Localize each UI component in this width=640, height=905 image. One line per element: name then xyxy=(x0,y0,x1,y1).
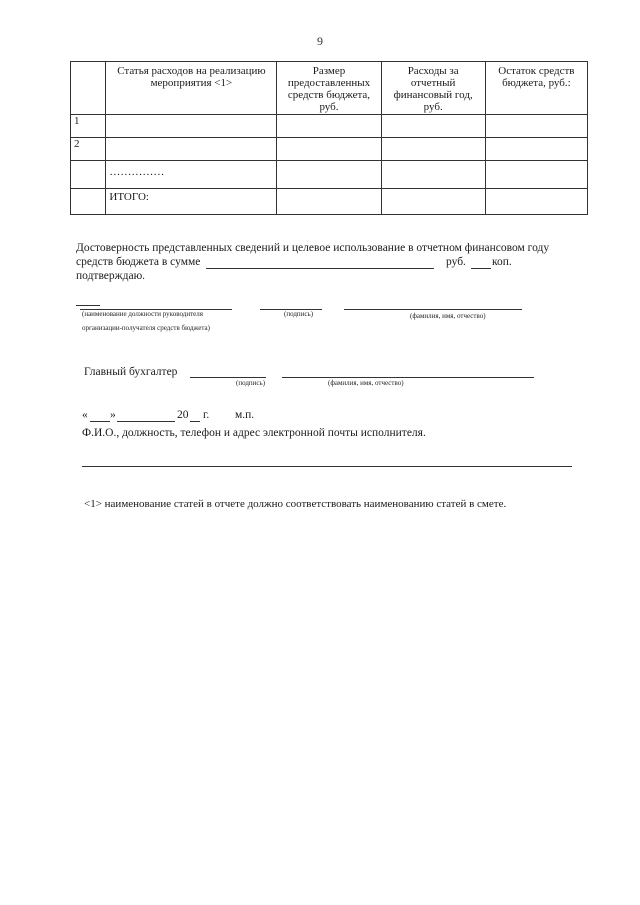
executor-label: Ф.И.О., должность, телефон и адрес электронной почты исполнителя. xyxy=(82,427,426,439)
table-header-row xyxy=(71,62,588,115)
row-remaining xyxy=(485,138,587,161)
row-article: …………… xyxy=(106,161,277,189)
header-expenses-year: Расходы за отчетный финансовый год, руб. xyxy=(381,62,485,115)
date-day-line xyxy=(90,421,110,422)
position-line-short xyxy=(76,305,100,306)
row-number: 1 xyxy=(71,115,106,138)
accountant-name-line xyxy=(282,377,534,378)
table-row xyxy=(71,161,588,189)
expense-report-table xyxy=(70,61,588,215)
date-month-line xyxy=(117,421,175,422)
date-year-prefix: 20 xyxy=(177,409,189,421)
date-year-line xyxy=(190,421,200,422)
footnote: <1> наименование статей в отчете должно соответствовать наименованию статей в смете. xyxy=(84,498,507,510)
row-expenses xyxy=(381,138,485,161)
header-number xyxy=(71,62,106,115)
row-number xyxy=(71,189,106,215)
amount-rub-line xyxy=(206,268,434,269)
confirmation-line-2-prefix: средств бюджета в сумме xyxy=(76,256,201,268)
row-number xyxy=(71,161,106,189)
accountant-signature-caption: (подпись) xyxy=(236,379,266,387)
row-remaining xyxy=(485,115,587,138)
row-funds-provided xyxy=(277,189,381,215)
table-row-total xyxy=(71,189,588,215)
amount-kop-line xyxy=(471,268,491,269)
row-remaining xyxy=(485,189,587,215)
table-row xyxy=(71,138,588,161)
seal-label: м.п. xyxy=(235,409,255,421)
row-number: 2 xyxy=(71,138,106,161)
row-funds-provided xyxy=(277,138,381,161)
header-funds-provided: Размер предоставленных средств бюджета, руб. xyxy=(277,62,381,115)
header-expense-article: Статья расходов на реализацию мероприятия <1> xyxy=(106,62,277,115)
rub-label: руб. xyxy=(446,256,466,268)
confirmation-line-1: Достоверность представленных сведений и целевое использование в отчетном финансовом году xyxy=(76,242,550,254)
date-close-quote: » xyxy=(110,409,116,421)
accountant-name-caption: (фамилия, имя, отчество) xyxy=(328,379,404,387)
kop-label: коп. xyxy=(492,256,512,268)
date-year-suffix: г. xyxy=(203,409,210,421)
row-funds-provided xyxy=(277,115,381,138)
head-name-line xyxy=(344,309,522,310)
header-funds-remaining: Остаток средств бюджета, руб.: xyxy=(485,62,587,115)
executor-line xyxy=(82,466,572,467)
row-total-label: ИТОГО: xyxy=(106,189,277,215)
chief-accountant-label: Главный бухгалтер xyxy=(84,366,178,378)
row-funds-provided xyxy=(277,161,381,189)
row-expenses xyxy=(381,189,485,215)
position-caption-1: (наименование должности руководителя xyxy=(82,310,203,318)
position-caption-2: организации-получателя средств бюджета) xyxy=(82,324,210,332)
row-remaining xyxy=(485,161,587,189)
row-expenses xyxy=(381,115,485,138)
row-article xyxy=(106,115,277,138)
head-signature-caption: (подпись) xyxy=(284,310,314,318)
row-article xyxy=(106,138,277,161)
row-expenses xyxy=(381,161,485,189)
confirmation-line-3: подтверждаю. xyxy=(76,270,146,282)
date-open-quote: « xyxy=(82,409,88,421)
head-name-caption: (фамилия, имя, отчество) xyxy=(410,312,486,320)
page-number: 9 xyxy=(317,34,323,48)
table-row xyxy=(71,115,588,138)
accountant-signature-line xyxy=(190,377,266,378)
